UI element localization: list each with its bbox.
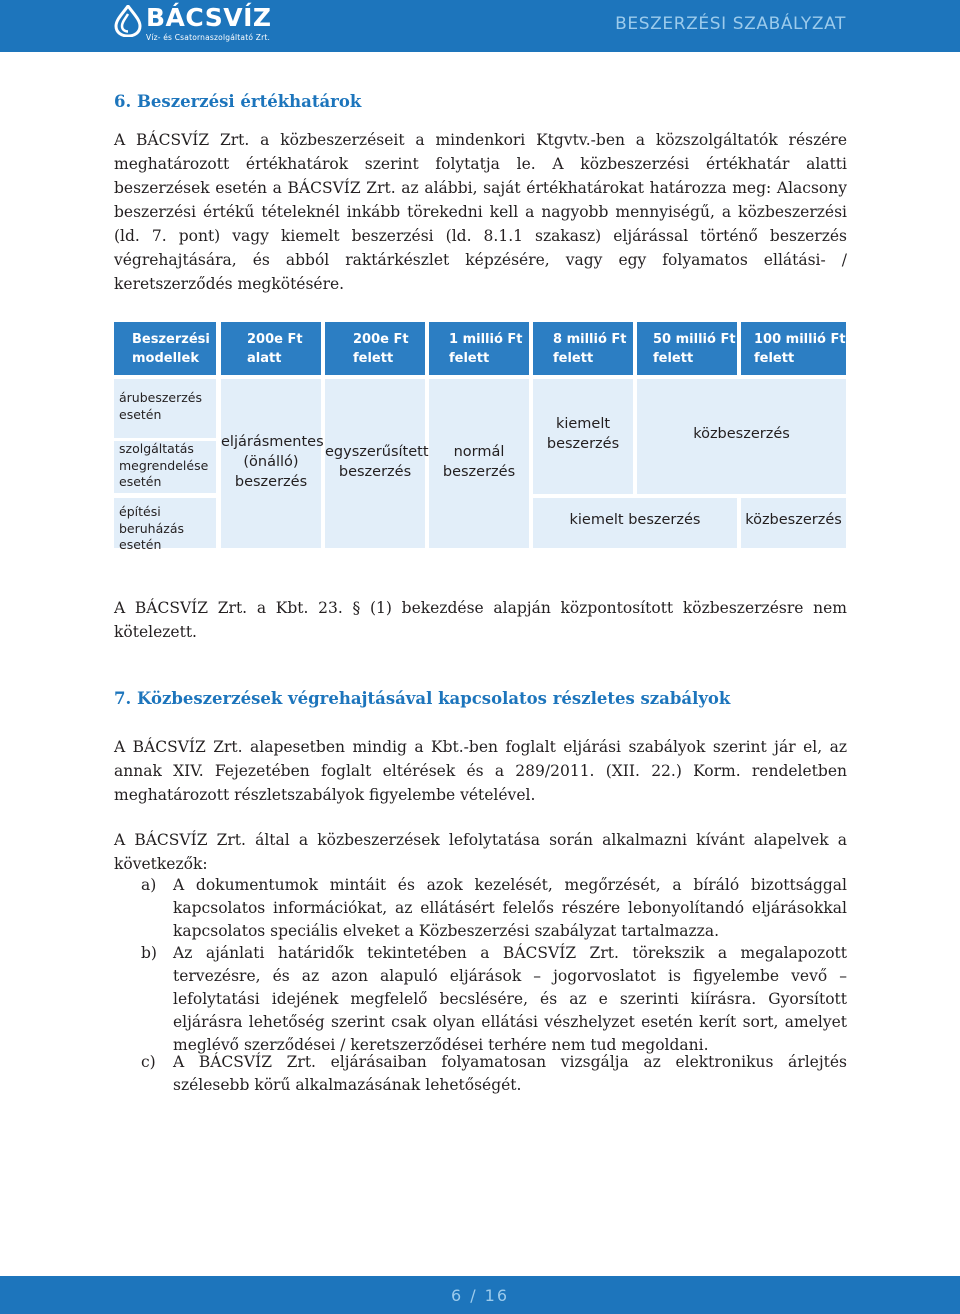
logo-text: BÁCSVÍZ xyxy=(146,3,272,32)
header-cell-50m-felett xyxy=(637,322,737,375)
header-text: felett xyxy=(553,351,594,366)
section-7-heading: 7. Közbeszerzések végrehajtásával kapcsolatos részletes szabályok xyxy=(114,689,731,708)
section-6-text: A BÁCSVÍZ Zrt. a közbeszerzéseit a mindenkori Ktgvtv.-ben a közszolgáltatók részére meghatározott értékhatárok szerint folytatja le. A közbeszerzési értékhatár alatti beszerzések esetén a BÁCSVÍZ Zrt. az alábbi, saját értékhatárokat határozza meg: Alacsony beszerzési értékű tételeknél inkább törekedni kell a nagyobb mennyiségű, a közbeszerzési (ld. 7. pont) vagy kiemelt beszerzési (ld. 8.1.1 szakasz) eljárással történő beszerzés végrehajtására, és abból raktárkészlet képzésére, vagy egy folyamatos ellátási- / keretszerződés megkötésére. xyxy=(114,131,847,293)
water-drop-icon xyxy=(113,5,143,37)
row-label-text: esetén xyxy=(119,537,162,552)
row-label-szolgaltatas xyxy=(114,441,216,491)
cell-text: beszerzés xyxy=(234,474,308,490)
cell-kozbeszerzes-top: közbeszerzés xyxy=(693,426,790,442)
header-text: felett xyxy=(353,351,394,366)
row-label-text: esetén xyxy=(119,474,162,489)
section-6-paragraph xyxy=(114,128,847,296)
cell-text: egyszerűsített xyxy=(325,444,429,460)
row-label-epitesi xyxy=(114,504,216,554)
header-cell-100m-felett xyxy=(741,322,846,375)
document-title: BESZERZÉSI SZABÁLYZAT xyxy=(615,14,846,34)
header-text: 50 millió Ft xyxy=(653,332,736,347)
cell-kiemelt xyxy=(533,414,633,454)
header-text: 100 millió Ft xyxy=(754,332,846,347)
cell-kozbeszerzes-bottom: közbeszerzés xyxy=(745,512,842,528)
row-label-text: esetén xyxy=(119,406,162,422)
header-text: felett xyxy=(449,351,490,366)
section-7-paragraph-1: A BÁCSVÍZ Zrt. alapesetben mindig a Kbt.-ben foglalt eljárási szabályok szerint jár el, az annak XIV. Fejezetében foglalt eltérések és a 289/2011. (XII. 22.) Korm. rendeletben meghatározott részletszabályok figyelembe vételével. xyxy=(114,738,847,804)
bacsviz-logo xyxy=(113,3,283,47)
header-text: 1 millió Ft xyxy=(449,332,523,347)
cell-text: normál xyxy=(453,444,505,460)
cell-text: beszerzés xyxy=(442,464,516,480)
cell-text: beszerzés xyxy=(546,436,620,452)
cell-egyszerusitett xyxy=(325,442,429,482)
section-7-paragraph-2: A BÁCSVÍZ Zrt. által a közbeszerzések lefolytatása során alkalmazni kívánt alapelvek a következők: xyxy=(114,831,847,873)
row-label-text: árubeszerzés xyxy=(119,390,203,405)
row-label-text: megrendelése xyxy=(119,457,209,473)
procurement-threshold-table xyxy=(114,322,846,552)
cell-kiemelt-bottom: kiemelt beszerzés xyxy=(569,512,701,528)
kbt-note: A BÁCSVÍZ Zrt. a Kbt. 23. § (1) bekezdése alapján központosított közbeszerzésre nem kötelezett. xyxy=(114,599,847,641)
list-item-letter: c) xyxy=(141,1053,156,1071)
page-header xyxy=(0,0,960,52)
header-text: alatt xyxy=(247,351,282,366)
cell-text: beszerzés xyxy=(338,464,412,480)
header-text: 200e Ft xyxy=(247,332,303,347)
list-item-letter: b) xyxy=(141,944,157,962)
row-label-arubeszerzes xyxy=(114,390,216,423)
header-text: 200e Ft xyxy=(353,332,409,347)
list-item-text: A dokumentumok mintáit és azok kezelését, megőrzését, a bíráló bizottsággal kapcsolatos információkat, az ellátásért felelős részére lebonyolítandó eljárásokkal kapcsolatos speciális elveket a Közbeszerzési szabályzat tartalmazza. xyxy=(173,876,847,940)
header-text: 8 millió Ft xyxy=(553,332,627,347)
header-cell-8m-felett xyxy=(533,322,633,375)
logo-subtitle: Víz- és Csatornaszolgáltató Zrt. xyxy=(146,33,271,42)
header-cell-models xyxy=(114,322,216,375)
list-item-text: Az ajánlati határidők tekintetében a BÁCSVÍZ Zrt. törekszik a megalapozott tervezésre, és az azon alapuló eljárások – jogorvoslatot is figyelembe vevő – lefolytatási idejének megfelelő becslésére, és az e szerinti kiírásra. Gyorsított eljárásra lehetőség szerint csak olyan ellátási vészhelyzet esetén kerít sort, amelyet meglévő szerződései / keretszerződései terhére nem tud megoldani. xyxy=(173,944,847,1054)
cell-eljarasmentes xyxy=(221,432,324,492)
page-footer xyxy=(0,1276,960,1314)
cell-text: (önálló) xyxy=(243,454,299,470)
cell-text: eljárásmentes xyxy=(221,434,324,450)
row-label-text: szolgáltatás xyxy=(119,441,194,456)
cell-text: kiemelt xyxy=(555,416,611,432)
header-text: modellek xyxy=(132,351,199,366)
header-text: felett xyxy=(653,351,694,366)
page-number: 6 / 16 xyxy=(450,1286,510,1305)
header-text: felett xyxy=(754,351,795,366)
header-cell-1m-felett xyxy=(429,322,529,375)
section-6-heading: 6. Beszerzési értékhatárok xyxy=(114,92,362,111)
list-item-text: A BÁCSVÍZ Zrt. eljárásaiban folyamatosan vizsgálja az elektronikus árlejtés szélesebb körű alkalmazásának lehetőségét. xyxy=(173,1053,847,1094)
list-item-letter: a) xyxy=(141,876,157,894)
row-label-text: építési beruházás xyxy=(119,504,185,536)
header-text: Beszerzési xyxy=(132,332,210,347)
header-cell-200e-alatt xyxy=(221,322,321,375)
cell-normal xyxy=(429,442,529,482)
header-cell-200e-felett xyxy=(325,322,425,375)
